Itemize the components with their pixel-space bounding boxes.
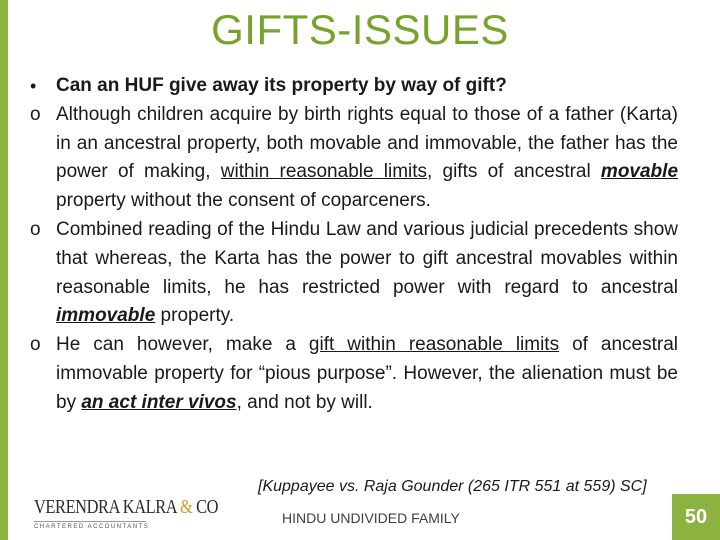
logo-divider	[34, 521, 146, 522]
bullet-pious-purpose	[30, 331, 678, 417]
text-segment: Although children acquire by birth rights equal to those of a father (Karta) in an ancestral property, both movable and immovable, the father has the power of making,	[56, 103, 678, 183]
text-segment: property without the consent of coparceners.	[56, 190, 431, 212]
emphasis-text: movable	[600, 161, 679, 183]
emphasis-text: an act inter vivos	[81, 391, 237, 413]
text-segment: , and not by will.	[236, 391, 373, 413]
firm-logo	[34, 496, 219, 538]
underlined-text: gift within reasonable limits	[308, 334, 560, 356]
case-citation: [Kuppayee vs. Raja Gounder (265 ITR 551 at 559) SC]	[258, 478, 647, 495]
logo-ampersand: &	[180, 496, 193, 518]
slide-body	[30, 72, 678, 418]
question-text: Can an HUF give away its property by way of gift?	[56, 75, 507, 96]
accent-bar	[0, 0, 8, 540]
bullet-marker: o	[30, 334, 41, 356]
footer-title: HINDU UNDIVIDED FAMILY	[282, 510, 460, 526]
logo-wordmark	[34, 496, 219, 518]
text-segment: property.	[155, 305, 235, 327]
logo-subtitle: CHARTERED ACCOUNTANTS	[34, 524, 150, 530]
underlined-text: within reasonable limits	[220, 161, 428, 183]
text-segment: of ancestral immovable property for “pious purpose”. However, the alienation must be by	[56, 334, 679, 413]
text-segment: Combined reading of the Hindu Law and various judicial precedents show that whereas, the Karta has the power to gift ancestral movables within reasonable limits, he has restricted power with regard to ancestral	[56, 218, 678, 298]
page-number: 50	[684, 505, 708, 528]
bullet-marker: o	[30, 103, 41, 125]
bullet-movable-gift	[30, 101, 678, 216]
bullet-hindu-law	[30, 216, 678, 331]
bullet-question	[30, 72, 678, 101]
logo-name-text: VERENDRA KALRA	[34, 496, 177, 518]
bullet-marker: o	[30, 218, 41, 240]
text-segment: , gifts of ancestral	[427, 161, 601, 183]
emphasis-text: immovable	[56, 305, 156, 327]
bullet-marker: •	[30, 76, 37, 96]
slide-title: GIFTS-ISSUES	[211, 6, 509, 53]
text-segment: He can however, make a	[56, 334, 309, 356]
logo-co-text: CO	[196, 496, 219, 518]
page-number-badge	[672, 494, 720, 540]
